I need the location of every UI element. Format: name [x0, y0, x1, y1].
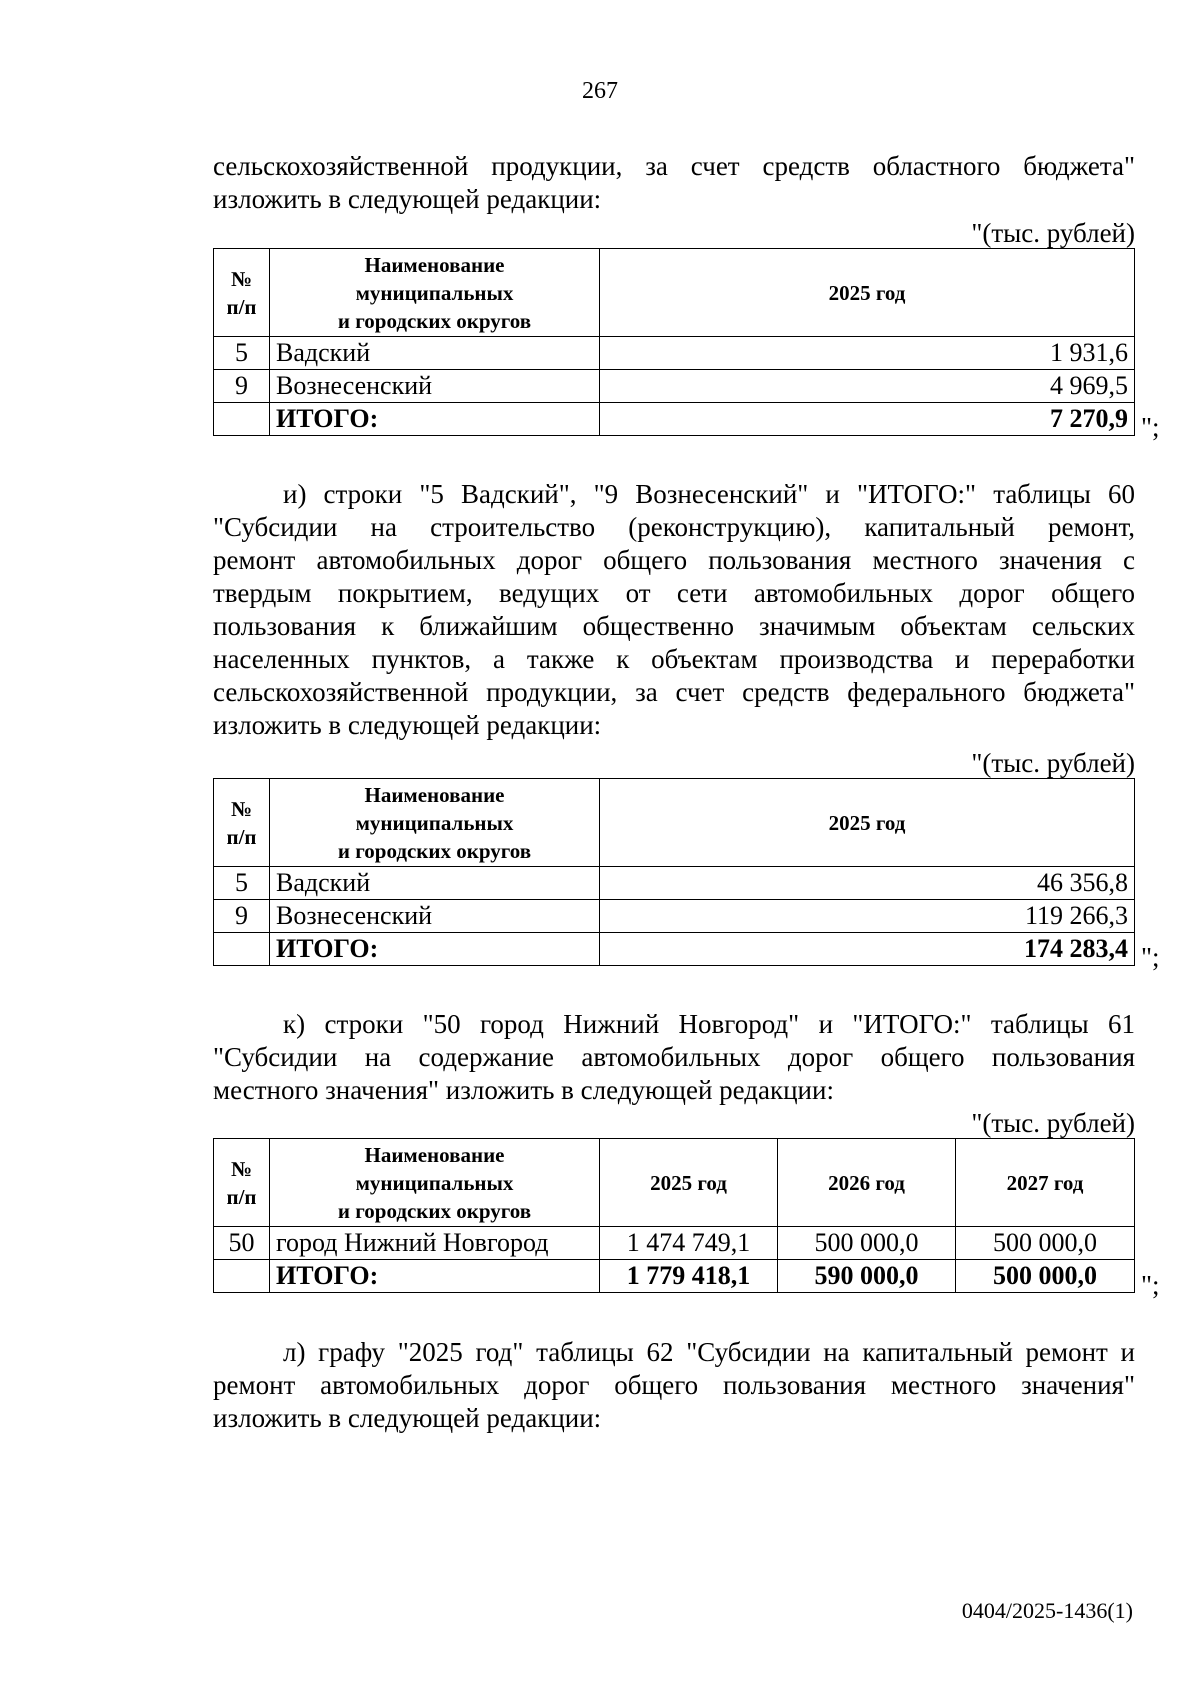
paragraph-l	[213, 1336, 1135, 1435]
table-row	[214, 900, 1135, 933]
total-value-2026: 590 000,0	[778, 1260, 956, 1293]
row-value-2025: 46 356,8	[600, 867, 1135, 900]
text-line: ремонт автомобильных дорог общего пользования местного значения"	[213, 1370, 1135, 1400]
col-header-2025: 2025 год	[600, 779, 1135, 867]
table-61	[213, 1138, 1135, 1293]
col-header-num: № п/п	[214, 779, 270, 867]
row-value-2025: 119 266,3	[600, 900, 1135, 933]
total-num	[214, 1260, 270, 1293]
document-code: 0404/2025-1436(1)	[961, 1598, 1133, 1623]
row-value-2027: 500 000,0	[956, 1227, 1135, 1260]
paragraph-i	[213, 478, 1135, 742]
col-header-2027: 2027 год	[956, 1139, 1135, 1227]
closing-quote: ";	[1141, 942, 1160, 972]
closing-quote: ";	[1141, 1270, 1160, 1300]
total-value-2025: 1 779 418,1	[600, 1260, 778, 1293]
text-line: населенных пунктов, а также к объектам производства и переработки	[213, 644, 1135, 674]
col-header-2025: 2025 год	[600, 1139, 778, 1227]
closing-quote: ";	[1141, 412, 1160, 442]
text-line: изложить в следующей редакции:	[213, 1403, 602, 1433]
table-header-row	[214, 1139, 1135, 1227]
total-label: ИТОГО:	[270, 403, 600, 436]
row-num: 5	[214, 867, 270, 900]
total-value-2027: 500 000,0	[956, 1260, 1135, 1293]
table-60-federal	[213, 778, 1135, 966]
table-row	[214, 1227, 1135, 1260]
text-line: сельскохозяйственной продукции, за счет средств областного бюджета"	[213, 151, 1135, 181]
row-num: 9	[214, 900, 270, 933]
text-line: местного значения" изложить в следующей редакции:	[213, 1075, 834, 1105]
row-name: город Нижний Новгород	[270, 1227, 600, 1260]
text-line: ремонт автомобильных дорог общего пользования местного значения с	[213, 545, 1135, 575]
total-num	[214, 933, 270, 966]
text-line: изложить в следующей редакции:	[213, 184, 602, 214]
row-num: 9	[214, 370, 270, 403]
units-label: "(тыс. рублей)	[971, 218, 1135, 248]
col-header-name: Наименование муниципальных и городских округов	[270, 249, 600, 337]
table-header-row	[214, 779, 1135, 867]
intro-paragraph	[213, 150, 1135, 216]
text-line: сельскохозяйственной продукции, за счет средств федерального бюджета"	[213, 677, 1135, 707]
table-60-regional	[213, 248, 1135, 436]
col-header-num: № п/п	[214, 249, 270, 337]
units-label: "(тыс. рублей)	[971, 1108, 1135, 1138]
page-number: 267	[582, 78, 618, 104]
col-header-name: Наименование муниципальных и городских округов	[270, 1139, 600, 1227]
row-num: 50	[214, 1227, 270, 1260]
paragraph-k	[213, 1008, 1135, 1107]
col-header-2025: 2025 год	[600, 249, 1135, 337]
row-name: Вадский	[270, 867, 600, 900]
text-line: пользования к ближайшим общественно значимым объектам сельских	[213, 611, 1135, 641]
total-num	[214, 403, 270, 436]
total-value-2025: 7 270,9	[600, 403, 1135, 436]
total-row	[214, 403, 1135, 436]
text-line: к) строки "50 город Нижний Новгород" и "ИТОГО:" таблицы 61	[283, 1009, 1135, 1039]
row-value-2025: 1 931,6	[600, 337, 1135, 370]
text-line: л) графу "2025 год" таблицы 62 "Субсидии на капитальный ремонт и	[283, 1337, 1135, 1367]
text-line: и) строки "5 Вадский", "9 Вознесенский" и "ИТОГО:" таблицы 60	[283, 479, 1135, 509]
table-row	[214, 337, 1135, 370]
col-header-num: № п/п	[214, 1139, 270, 1227]
text-line: изложить в следующей редакции:	[213, 710, 602, 740]
table-header-row	[214, 249, 1135, 337]
total-row	[214, 933, 1135, 966]
text-line: "Субсидии на содержание автомобильных дорог общего пользования	[213, 1042, 1135, 1072]
text-line: твердым покрытием, ведущих от сети автомобильных дорог общего	[213, 578, 1135, 608]
total-label: ИТОГО:	[270, 933, 600, 966]
row-num: 5	[214, 337, 270, 370]
table-row	[214, 370, 1135, 403]
table-row	[214, 867, 1135, 900]
row-value-2025: 4 969,5	[600, 370, 1135, 403]
row-name: Вадский	[270, 337, 600, 370]
total-row	[214, 1260, 1135, 1293]
total-label: ИТОГО:	[270, 1260, 600, 1293]
text-line: "Субсидии на строительство (реконструкцию), капитальный ремонт,	[213, 512, 1135, 542]
row-name: Вознесенский	[270, 370, 600, 403]
row-name: Вознесенский	[270, 900, 600, 933]
col-header-name: Наименование муниципальных и городских округов	[270, 779, 600, 867]
total-value-2025: 174 283,4	[600, 933, 1135, 966]
row-value-2026: 500 000,0	[778, 1227, 956, 1260]
row-value-2025: 1 474 749,1	[600, 1227, 778, 1260]
col-header-2026: 2026 год	[778, 1139, 956, 1227]
units-label: "(тыс. рублей)	[971, 748, 1135, 778]
